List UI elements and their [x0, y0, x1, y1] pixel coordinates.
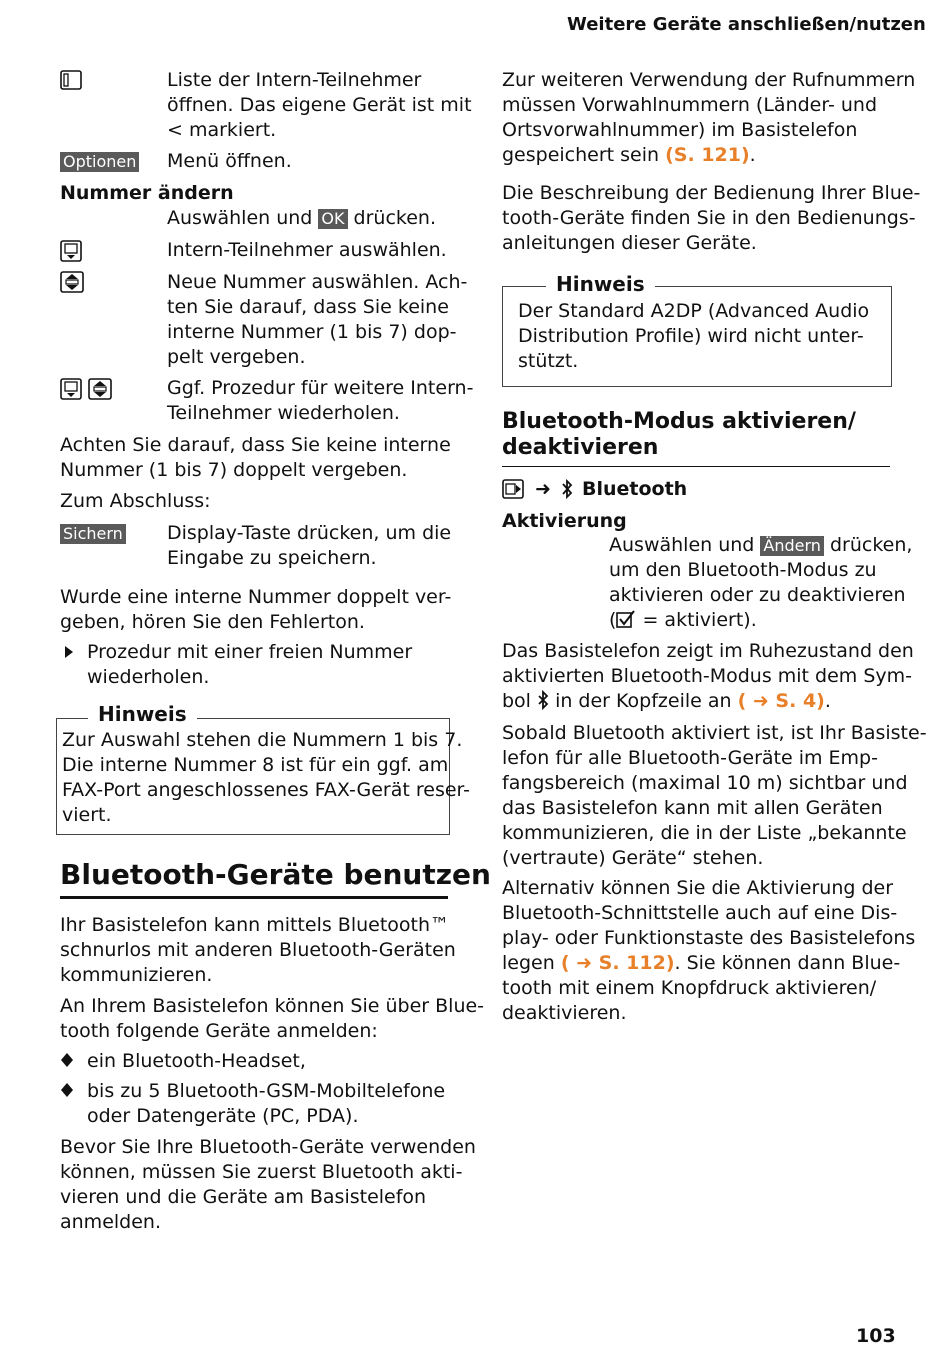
page-reference-link[interactable]: ( ➜ S. 4)	[737, 690, 825, 712]
paragraph: Die Beschreibung der Bedienung Ihrer Blue- tooth-Geräte finden Sie in den Bedienungs- anleitungen dieser Geräte.	[502, 182, 921, 254]
paragraph: Zur weiteren Verwendung der Rufnummern müssen Vorwahlnummern (Länder- und Ortsvorwahlnummer) im Basistelefon gespeichert sein (S. 121).	[502, 69, 916, 166]
nummer-aendern-heading: Nummer ändern	[60, 182, 234, 204]
checkbox-checked-icon	[616, 610, 636, 628]
paragraph: Alternativ können Sie die Aktivierung der Bluetooth-Schnittstelle auch auf eine Dis- play- oder Funktionstaste des Basistelefons legen ( ➜ S. 112). Sie können dann Blue- tooth mit einem Knopfdruck aktivieren/ deaktivieren.	[502, 877, 916, 1024]
bullet-item: ein Bluetooth-Headset,	[87, 1050, 306, 1072]
hinweis-text: Zur Auswahl stehen die Nummern 1 bis 7. Die interne Nummer 8 ist für ein ggf. am FAX-Port angeschlossenes FAX-Gerät reser- viert.	[62, 729, 470, 826]
paragraph: Bevor Sie Ihre Bluetooth-Geräte verwenden können, müssen Sie zuerst Bluetooth akti- vieren und die Geräte am Basistelefon anmelden.	[60, 1136, 476, 1233]
aendern-softkey[interactable]: Ändern	[760, 536, 824, 556]
hinweis-text: Der Standard A2DP (Advanced Audio Distribution Profile) wird nicht unter- stützt.	[518, 300, 870, 372]
page-reference-link[interactable]: ( ➜ S. 112)	[560, 952, 675, 974]
paragraph: Wurde eine interne Nummer doppelt ver- geben, hören Sie den Fehlerton.	[60, 586, 452, 633]
handset-down-icon	[60, 378, 82, 400]
hinweis-title: Hinweis	[88, 702, 197, 726]
handset-list-icon	[60, 70, 82, 90]
paragraph: Ihr Basistelefon kann mittels Bluetooth™ schnurlos mit anderen Bluetooth-Geräten kommunizieren.	[60, 914, 456, 986]
list-description: Liste der Intern-Teilnehmer öffnen. Das eigene Gerät ist mit < markiert.	[167, 69, 472, 141]
paragraph: Achten Sie darauf, dass Sie keine interne Nummer (1 bis 7) doppelt vergeben.	[60, 434, 451, 481]
bluetooth-icon	[561, 478, 573, 500]
nummer-aendern-instruction: Auswählen und OK drücken.	[167, 207, 437, 229]
section-rule	[502, 466, 890, 467]
section-title: Bluetooth-Geräte benutzen	[60, 858, 491, 891]
paragraph: Sobald Bluetooth aktiviert ist, ist Ihr Basiste- lefon für alle Bluetooth-Geräte im Emp- fangsbereich (maximal 10 m) sichtbar und das Basistelefon kann mit allen Geräten kommunizieren, die in der Liste „bekannte (vertraute) Geräte“ stehen.	[502, 722, 927, 869]
handset-updown-icon	[60, 271, 84, 293]
diamond-bullet-icon	[60, 1052, 74, 1068]
sichern-description: Display-Taste drücken, um die Eingabe zu speichern.	[167, 522, 452, 569]
sichern-softkey[interactable]: Sichern	[60, 524, 126, 544]
step-item: Prozedur mit einer freien Nummer wiederholen.	[87, 641, 413, 688]
triangle-bullet-icon	[64, 645, 74, 659]
nav-bluetooth-label: Bluetooth	[582, 478, 688, 500]
running-header: Weitere Geräte anschließen/nutzen	[567, 14, 926, 35]
menu-icon	[502, 479, 524, 499]
section-title: Bluetooth-Modus aktivieren/ deaktivieren	[502, 409, 856, 460]
arrow-right-icon: ➜	[535, 478, 551, 500]
aktivierung-heading: Aktivierung	[502, 510, 627, 532]
hinweis-title: Hinweis	[546, 272, 655, 296]
section-rule	[60, 896, 448, 899]
nav-path	[535, 477, 551, 502]
paragraph: Das Basistelefon zeigt im Ruhezustand den aktivierten Bluetooth-Modus mit dem Sym- bol in der Kopfzeile an ( ➜ S. 4).	[502, 640, 914, 712]
paragraph: An Ihrem Basistelefon können Sie über Blue- tooth folgende Geräte anmelden:	[60, 995, 485, 1042]
ok-softkey[interactable]: OK	[318, 209, 347, 229]
ggf-description: Ggf. Prozedur für weitere Intern- Teilnehmer wiederholen.	[167, 377, 474, 424]
bluetooth-icon	[537, 690, 549, 710]
aktivierung-instruction: Auswählen und Ändern drücken, um den Bluetooth-Modus zu aktivieren oder zu deaktivieren ( = aktiviert).	[609, 534, 913, 631]
optionen-softkey[interactable]: Optionen	[60, 152, 139, 172]
neue-nummer-description: Neue Nummer auswählen. Ach- ten Sie darauf, dass Sie keine interne Nummer (1 bis 7) dop- pelt vergeben.	[167, 271, 468, 368]
zum-abschluss-label: Zum Abschluss:	[60, 490, 211, 512]
handset-down-icon	[60, 240, 82, 262]
diamond-bullet-icon	[60, 1082, 74, 1098]
page-reference-link[interactable]: (S. 121)	[665, 144, 750, 166]
intern-select-description: Intern-Teilnehmer auswählen.	[167, 239, 447, 261]
optionen-description: Menü öffnen.	[167, 150, 292, 172]
bullet-item: bis zu 5 Bluetooth-GSM-Mobiltelefone oder Datengeräte (PC, PDA).	[87, 1080, 446, 1127]
handset-updown-icon	[88, 378, 112, 400]
page-number: 103	[856, 1325, 896, 1347]
